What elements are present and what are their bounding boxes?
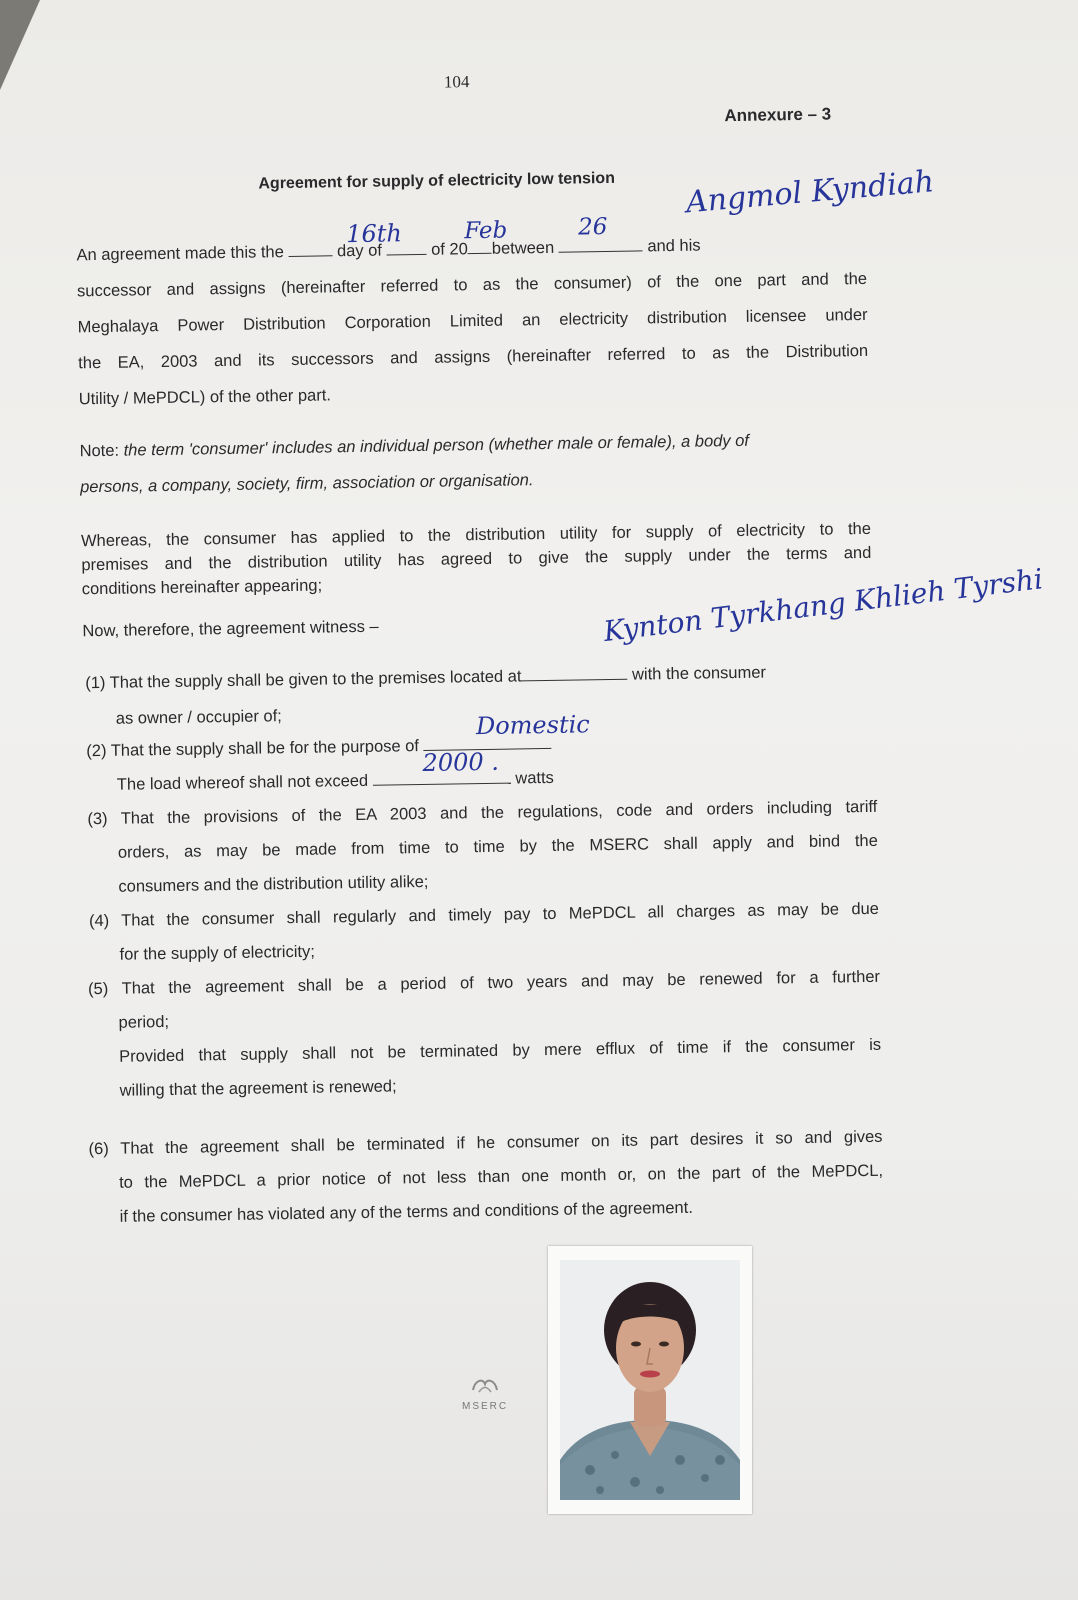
- clause-6-line-2: to the MePDCL a prior notice of not less than one month or, on the part of the MePDCL,: [118, 1161, 884, 1192]
- whereas-line-2: premises and the distribution utility has agreed to give the supply under the terms and: [81, 543, 872, 575]
- note-line-1: Note: the term 'consumer' includes an individual person (whether male or female), a body of: [79, 431, 750, 461]
- intro-line-3: Meghalaya Power Distribution Corporation Limited an electricity distribution licensee under: [77, 305, 868, 337]
- mserc-emblem-icon: [465, 1370, 505, 1396]
- intro-line-4: the EA, 2003 and its successors and assigns (hereinafter referred to as the Distribution: [78, 341, 869, 373]
- whereas-line-1: Whereas, the consumer has applied to the distribution utility for supply of electricity to the: [80, 519, 872, 551]
- clause-2-line-2: The load whereof shall not exceed watts: [116, 768, 554, 794]
- clause-5-line-1: (5) That the agreement shall be a period of two years and may be renewed for a further: [87, 967, 881, 999]
- clause-4-line-1: (4) That the consumer shall regularly and timely pay to MePDCL all charges as may be due: [88, 899, 880, 931]
- handwritten-consumer-name: Angmol Kyndiah: [684, 164, 936, 221]
- month-blank: [387, 254, 427, 256]
- whereas-line-3: conditions hereinafter appearing;: [81, 576, 323, 599]
- intro-line-2: successor and assigns (hereinafter referred to as the consumer) of the one part and the: [76, 269, 868, 301]
- photo-image: [560, 1260, 740, 1500]
- clause-2-line-1: (2) That the supply shall be for the purpose of: [86, 735, 551, 761]
- clause-4-line-2: for the supply of electricity;: [119, 942, 315, 964]
- portrait-icon: [560, 1260, 740, 1500]
- document-title: Agreement for supply of electricity low tension: [258, 169, 616, 193]
- folded-corner: [0, 0, 40, 90]
- year-blank: [468, 253, 492, 254]
- handwritten-purpose: Domestic: [475, 710, 590, 741]
- page-number: 104: [443, 72, 470, 92]
- logo-text: MSERC: [462, 1401, 509, 1412]
- intro-line-5: Utility / MePDCL) of the other part.: [78, 386, 332, 409]
- clause-5-line-3: Provided that supply shall not be terminated by mere efflux of time if the consumer is: [118, 1035, 882, 1066]
- handwritten-day: 16th: [346, 219, 403, 249]
- note-line-2: persons, a company, society, firm, association or organisation.: [80, 471, 534, 497]
- handwritten-year: 26: [577, 213, 608, 241]
- location-blank: [522, 679, 628, 682]
- witness-line: Now, therefore, the agreement witness –: [82, 617, 379, 641]
- handwritten-month: Feb: [464, 217, 508, 245]
- consumer-photo: [548, 1246, 752, 1514]
- clause-3-line-1: (3) That the provisions of the EA 2003 and the regulations, code and orders including tariff: [87, 797, 878, 829]
- handwritten-location: Kynton Tyrkhang Khlieh Tyrshi: [601, 562, 1045, 649]
- clause-3-line-3: consumers and the distribution utility alike;: [118, 872, 429, 896]
- clause-6-line-1: (6) That the agreement shall be terminated if he consumer on its part desires it so and gives: [88, 1127, 883, 1159]
- mserc-logo: [462, 1370, 508, 1412]
- annexure-label: Annexure – 3: [724, 104, 832, 126]
- intro-line-1: An agreement made this the day of of 20 between and his: [76, 236, 701, 265]
- load-blank: [373, 783, 511, 786]
- clause-5-line-4: willing that the agreement is renewed;: [119, 1077, 397, 1100]
- clause-5-line-2: period;: [118, 1012, 170, 1032]
- day-blank: [288, 255, 332, 257]
- clause-3-line-2: orders, as may be made from time to time by the MSERC shall apply and bind the: [117, 831, 878, 862]
- agreement-document: [73, 0, 1045, 1600]
- clause-6-line-3: if the consumer has violated any of the terms and conditions of the agreement.: [119, 1198, 693, 1226]
- clause-1-line-1: (1) That the supply shall be given to the premises located at with the consumer: [85, 663, 767, 693]
- handwritten-load: 2000 .: [422, 747, 500, 777]
- clause-1-line-2: as owner / occupier of;: [115, 707, 282, 728]
- name-blank: [559, 250, 643, 252]
